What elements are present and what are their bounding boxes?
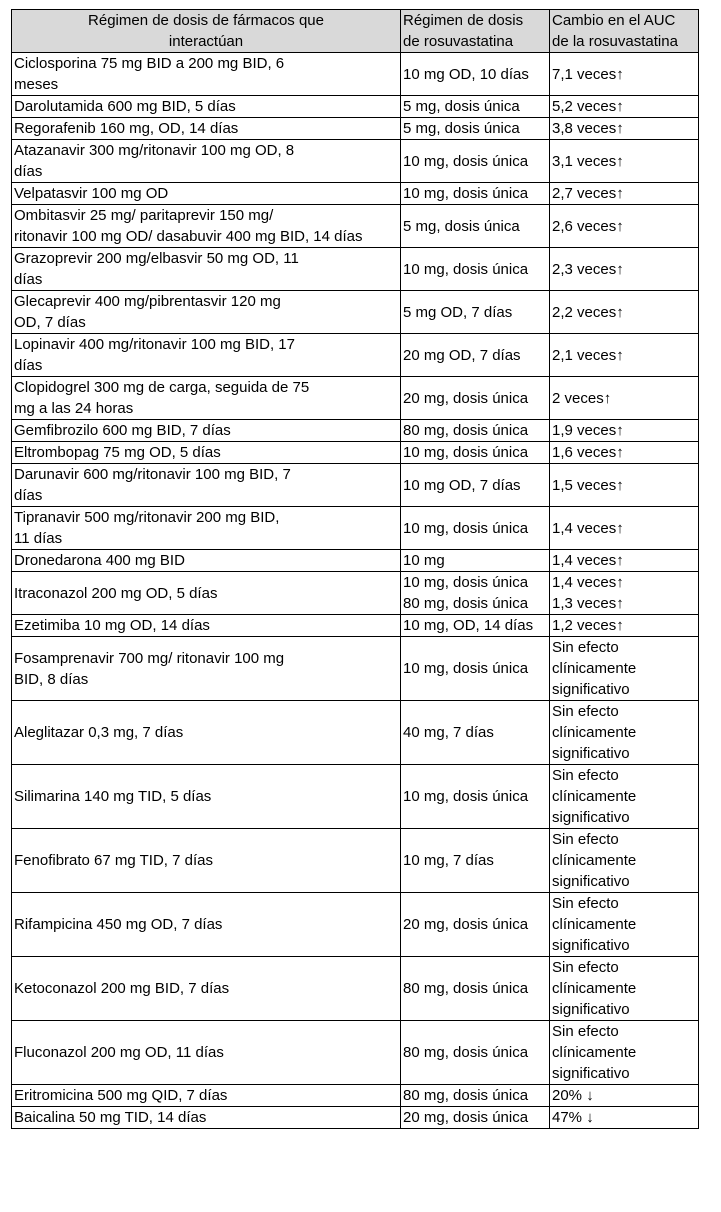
cell-rosuvastatin-dose: 10 mg, dosis única — [401, 507, 550, 550]
cell-auc-change: 2 veces↑ — [550, 377, 699, 420]
cell-drug-regimen: Tipranavir 500 mg/ritonavir 200 mg BID, 11 días — [12, 507, 401, 550]
cell-rosuvastatin-dose: 80 mg, dosis única — [401, 1085, 550, 1107]
cell-auc-change: Sin efecto clínicamente significativo — [550, 701, 699, 765]
cell-rosuvastatin-dose: 10 mg, dosis única — [401, 442, 550, 464]
cell-rosuvastatin-dose: 10 mg, dosis única — [401, 183, 550, 205]
cell-drug-regimen: Rifampicina 450 mg OD, 7 días — [12, 893, 401, 957]
header-rosuvastatin-dose: Régimen de dosis de rosuvastatina — [401, 10, 550, 53]
table-row — [12, 701, 699, 765]
cell-auc-change: 2,1 veces↑ — [550, 334, 699, 377]
cell-drug-regimen: Regorafenib 160 mg, OD, 14 días — [12, 118, 401, 140]
cell-drug-regimen: Darunavir 600 mg/ritonavir 100 mg BID, 7 días — [12, 464, 401, 507]
cell-drug-regimen: Silimarina 140 mg TID, 5 días — [12, 765, 401, 829]
cell-rosuvastatin-dose: 5 mg, dosis única — [401, 118, 550, 140]
cell-rosuvastatin-dose: 10 mg, dosis única — [401, 637, 550, 701]
table-row — [12, 615, 699, 637]
cell-rosuvastatin-dose: 80 mg, dosis única — [401, 1021, 550, 1085]
cell-rosuvastatin-dose: 10 mg, dosis única 80 mg, dosis única — [401, 572, 550, 615]
cell-auc-change: 2,3 veces↑ — [550, 248, 699, 291]
cell-auc-change: 1,4 veces↑ — [550, 550, 699, 572]
header-auc-change: Cambio en el AUC de la rosuvastatina — [550, 10, 699, 53]
cell-auc-change: 1,6 veces↑ — [550, 442, 699, 464]
cell-auc-change: Sin efecto clínicamente significativo — [550, 957, 699, 1021]
table-row — [12, 118, 699, 140]
cell-auc-change: 47% ↓ — [550, 1107, 699, 1129]
table-row — [12, 464, 699, 507]
cell-auc-change: Sin efecto clínicamente significativo — [550, 637, 699, 701]
table-body — [12, 53, 699, 1129]
header-row — [12, 10, 699, 53]
cell-rosuvastatin-dose: 20 mg, dosis única — [401, 893, 550, 957]
cell-rosuvastatin-dose: 10 mg OD, 7 días — [401, 464, 550, 507]
table-row — [12, 291, 699, 334]
cell-drug-regimen: Eritromicina 500 mg QID, 7 días — [12, 1085, 401, 1107]
cell-drug-regimen: Baicalina 50 mg TID, 14 días — [12, 1107, 401, 1129]
cell-auc-change: 7,1 veces↑ — [550, 53, 699, 96]
cell-drug-regimen: Dronedarona 400 mg BID — [12, 550, 401, 572]
table-row — [12, 765, 699, 829]
cell-auc-change: 1,9 veces↑ — [550, 420, 699, 442]
cell-rosuvastatin-dose: 10 mg, dosis única — [401, 248, 550, 291]
cell-auc-change: 2,7 veces↑ — [550, 183, 699, 205]
table-row — [12, 248, 699, 291]
cell-drug-regimen: Itraconazol 200 mg OD, 5 días — [12, 572, 401, 615]
cell-auc-change: Sin efecto clínicamente significativo — [550, 829, 699, 893]
cell-drug-regimen: Darolutamida 600 mg BID, 5 días — [12, 96, 401, 118]
cell-rosuvastatin-dose: 10 mg OD, 10 días — [401, 53, 550, 96]
cell-drug-regimen: Velpatasvir 100 mg OD — [12, 183, 401, 205]
cell-drug-regimen: Fosamprenavir 700 mg/ ritonavir 100 mg BID, 8 días — [12, 637, 401, 701]
table-row — [12, 1085, 699, 1107]
cell-rosuvastatin-dose: 5 mg, dosis única — [401, 96, 550, 118]
table-row — [12, 550, 699, 572]
cell-rosuvastatin-dose: 80 mg, dosis única — [401, 420, 550, 442]
table-row — [12, 53, 699, 96]
cell-rosuvastatin-dose: 20 mg OD, 7 días — [401, 334, 550, 377]
cell-rosuvastatin-dose: 80 mg, dosis única — [401, 957, 550, 1021]
table-row — [12, 1107, 699, 1129]
cell-rosuvastatin-dose: 5 mg OD, 7 días — [401, 291, 550, 334]
table-row — [12, 442, 699, 464]
cell-rosuvastatin-dose: 10 mg, OD, 14 días — [401, 615, 550, 637]
cell-auc-change: 20% ↓ — [550, 1085, 699, 1107]
cell-auc-change: 5,2 veces↑ — [550, 96, 699, 118]
table-row — [12, 205, 699, 248]
table-row — [12, 334, 699, 377]
cell-drug-regimen: Fluconazol 200 mg OD, 11 días — [12, 1021, 401, 1085]
table-row — [12, 957, 699, 1021]
cell-rosuvastatin-dose: 20 mg, dosis única — [401, 377, 550, 420]
cell-auc-change: 2,6 veces↑ — [550, 205, 699, 248]
header-drug-regimen: Régimen de dosis de fármacos que interactúan — [12, 10, 401, 53]
cell-auc-change: 2,2 veces↑ — [550, 291, 699, 334]
table-row — [12, 572, 699, 615]
cell-auc-change: Sin efecto clínicamente significativo — [550, 1021, 699, 1085]
cell-rosuvastatin-dose: 5 mg, dosis única — [401, 205, 550, 248]
cell-drug-regimen: Clopidogrel 300 mg de carga, seguida de 75 mg a las 24 horas — [12, 377, 401, 420]
table-row — [12, 140, 699, 183]
table-row — [12, 96, 699, 118]
table-row — [12, 377, 699, 420]
cell-drug-regimen: Ketoconazol 200 mg BID, 7 días — [12, 957, 401, 1021]
cell-auc-change: 1,4 veces↑ — [550, 507, 699, 550]
cell-drug-regimen: Ciclosporina 75 mg BID a 200 mg BID, 6 meses — [12, 53, 401, 96]
cell-auc-change: 1,5 veces↑ — [550, 464, 699, 507]
cell-auc-change: Sin efecto clínicamente significativo — [550, 893, 699, 957]
interaction-table — [11, 9, 699, 1129]
cell-auc-change: 3,8 veces↑ — [550, 118, 699, 140]
table-row — [12, 893, 699, 957]
cell-drug-regimen: Glecaprevir 400 mg/pibrentasvir 120 mg OD, 7 días — [12, 291, 401, 334]
table-row — [12, 829, 699, 893]
cell-drug-regimen: Ezetimiba 10 mg OD, 14 días — [12, 615, 401, 637]
cell-rosuvastatin-dose: 10 mg, dosis única — [401, 765, 550, 829]
table-row — [12, 507, 699, 550]
cell-auc-change: 3,1 veces↑ — [550, 140, 699, 183]
cell-rosuvastatin-dose: 10 mg, dosis única — [401, 140, 550, 183]
cell-drug-regimen: Atazanavir 300 mg/ritonavir 100 mg OD, 8 días — [12, 140, 401, 183]
table-row — [12, 637, 699, 701]
cell-drug-regimen: Ombitasvir 25 mg/ paritaprevir 150 mg/ ritonavir 100 mg OD/ dasabuvir 400 mg BID, 14 días — [12, 205, 401, 248]
cell-drug-regimen: Lopinavir 400 mg/ritonavir 100 mg BID, 17 días — [12, 334, 401, 377]
cell-rosuvastatin-dose: 10 mg, 7 días — [401, 829, 550, 893]
cell-rosuvastatin-dose: 40 mg, 7 días — [401, 701, 550, 765]
cell-drug-regimen: Fenofibrato 67 mg TID, 7 días — [12, 829, 401, 893]
table-row — [12, 420, 699, 442]
cell-drug-regimen: Grazoprevir 200 mg/elbasvir 50 mg OD, 11 días — [12, 248, 401, 291]
cell-auc-change: Sin efecto clínicamente significativo — [550, 765, 699, 829]
cell-drug-regimen: Eltrombopag 75 mg OD, 5 días — [12, 442, 401, 464]
cell-auc-change: 1,4 veces↑ 1,3 veces↑ — [550, 572, 699, 615]
table-row — [12, 183, 699, 205]
cell-auc-change: 1,2 veces↑ — [550, 615, 699, 637]
cell-drug-regimen: Aleglitazar 0,3 mg, 7 días — [12, 701, 401, 765]
table-row — [12, 1021, 699, 1085]
cell-drug-regimen: Gemfibrozilo 600 mg BID, 7 días — [12, 420, 401, 442]
cell-rosuvastatin-dose: 20 mg, dosis única — [401, 1107, 550, 1129]
cell-rosuvastatin-dose: 10 mg — [401, 550, 550, 572]
